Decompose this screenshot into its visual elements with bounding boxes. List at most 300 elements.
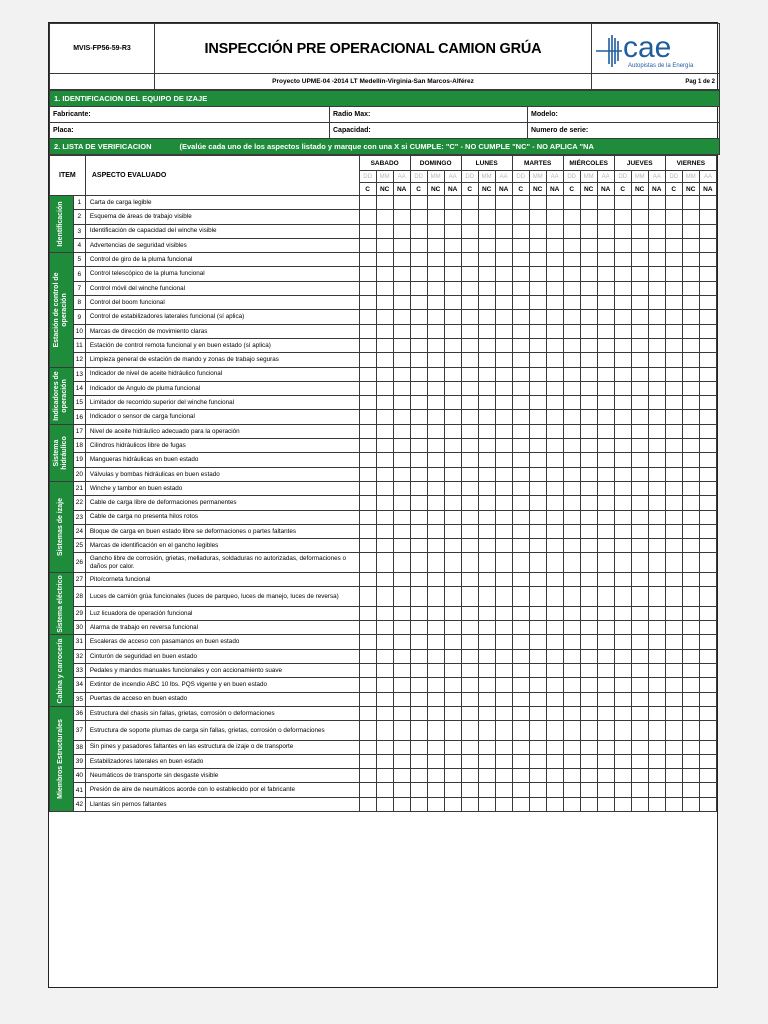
check-cell[interactable]: [444, 496, 461, 510]
check-cell[interactable]: [427, 635, 444, 649]
check-cell[interactable]: [512, 410, 529, 424]
check-cell[interactable]: [648, 706, 665, 720]
check-cell[interactable]: [665, 224, 682, 238]
check-cell[interactable]: [648, 324, 665, 338]
check-cell[interactable]: [444, 267, 461, 281]
check-cell[interactable]: [682, 481, 699, 495]
check-cell[interactable]: [376, 635, 393, 649]
check-cell[interactable]: [648, 338, 665, 352]
check-cell[interactable]: [563, 453, 580, 467]
check-cell[interactable]: [427, 381, 444, 395]
check-cell[interactable]: [699, 524, 716, 538]
check-cell[interactable]: [512, 524, 529, 538]
check-cell[interactable]: [444, 296, 461, 310]
check-cell[interactable]: [512, 338, 529, 352]
check-cell[interactable]: [427, 396, 444, 410]
check-cell[interactable]: [614, 621, 631, 635]
check-cell[interactable]: [495, 635, 512, 649]
check-cell[interactable]: [563, 783, 580, 797]
check-cell[interactable]: [410, 210, 427, 224]
check-cell[interactable]: [546, 692, 563, 706]
check-cell[interactable]: [478, 267, 495, 281]
check-cell[interactable]: [529, 281, 546, 295]
check-cell[interactable]: [580, 410, 597, 424]
check-cell[interactable]: [614, 353, 631, 367]
check-cell[interactable]: [597, 296, 614, 310]
check-cell[interactable]: [682, 224, 699, 238]
check-cell[interactable]: [614, 396, 631, 410]
check-cell[interactable]: [631, 621, 648, 635]
check-cell[interactable]: [393, 524, 410, 538]
date-field[interactable]: MM: [427, 171, 444, 183]
check-cell[interactable]: [410, 496, 427, 510]
check-cell[interactable]: [699, 740, 716, 754]
check-cell[interactable]: [478, 238, 495, 252]
check-cell[interactable]: [461, 353, 478, 367]
check-cell[interactable]: [495, 196, 512, 210]
check-cell[interactable]: [682, 267, 699, 281]
check-cell[interactable]: [427, 797, 444, 811]
check-cell[interactable]: [529, 410, 546, 424]
check-cell[interactable]: [461, 210, 478, 224]
date-field[interactable]: AA: [597, 171, 614, 183]
check-cell[interactable]: [580, 467, 597, 481]
check-cell[interactable]: [461, 692, 478, 706]
check-cell[interactable]: [563, 310, 580, 324]
check-cell[interactable]: [563, 296, 580, 310]
check-cell[interactable]: [461, 572, 478, 586]
check-cell[interactable]: [546, 196, 563, 210]
check-cell[interactable]: [359, 281, 376, 295]
check-cell[interactable]: [665, 692, 682, 706]
check-cell[interactable]: [631, 572, 648, 586]
check-cell[interactable]: [427, 692, 444, 706]
check-cell[interactable]: [597, 769, 614, 783]
check-cell[interactable]: [580, 692, 597, 706]
check-cell[interactable]: [512, 740, 529, 754]
check-cell[interactable]: [461, 754, 478, 768]
check-cell[interactable]: [478, 721, 495, 741]
check-cell[interactable]: [580, 721, 597, 741]
check-cell[interactable]: [512, 281, 529, 295]
serial-number-field[interactable]: Numero de serie:: [528, 123, 720, 139]
check-cell[interactable]: [512, 324, 529, 338]
check-cell[interactable]: [529, 663, 546, 677]
check-cell[interactable]: [359, 606, 376, 620]
check-cell[interactable]: [427, 253, 444, 267]
check-cell[interactable]: [478, 510, 495, 524]
check-cell[interactable]: [376, 621, 393, 635]
check-cell[interactable]: [495, 587, 512, 607]
check-cell[interactable]: [648, 367, 665, 381]
check-cell[interactable]: [359, 439, 376, 453]
check-cell[interactable]: [444, 210, 461, 224]
check-cell[interactable]: [648, 281, 665, 295]
check-cell[interactable]: [699, 281, 716, 295]
check-cell[interactable]: [631, 706, 648, 720]
check-cell[interactable]: [699, 353, 716, 367]
check-cell[interactable]: [495, 606, 512, 620]
check-cell[interactable]: [665, 253, 682, 267]
check-cell[interactable]: [580, 196, 597, 210]
check-cell[interactable]: [359, 338, 376, 352]
check-cell[interactable]: [699, 439, 716, 453]
check-cell[interactable]: [631, 692, 648, 706]
check-cell[interactable]: [461, 649, 478, 663]
check-cell[interactable]: [631, 467, 648, 481]
check-cell[interactable]: [461, 424, 478, 438]
check-cell[interactable]: [665, 410, 682, 424]
check-cell[interactable]: [410, 606, 427, 620]
check-cell[interactable]: [563, 424, 580, 438]
check-cell[interactable]: [410, 196, 427, 210]
check-cell[interactable]: [478, 572, 495, 586]
check-cell[interactable]: [410, 721, 427, 741]
check-cell[interactable]: [529, 353, 546, 367]
check-cell[interactable]: [580, 296, 597, 310]
check-cell[interactable]: [410, 754, 427, 768]
check-cell[interactable]: [546, 324, 563, 338]
check-cell[interactable]: [427, 740, 444, 754]
check-cell[interactable]: [699, 424, 716, 438]
check-cell[interactable]: [359, 678, 376, 692]
check-cell[interactable]: [614, 324, 631, 338]
check-cell[interactable]: [699, 324, 716, 338]
check-cell[interactable]: [461, 635, 478, 649]
check-cell[interactable]: [478, 606, 495, 620]
check-cell[interactable]: [682, 439, 699, 453]
check-cell[interactable]: [359, 453, 376, 467]
check-cell[interactable]: [682, 253, 699, 267]
check-cell[interactable]: [580, 587, 597, 607]
check-cell[interactable]: [699, 769, 716, 783]
check-cell[interactable]: [359, 410, 376, 424]
check-cell[interactable]: [580, 324, 597, 338]
check-cell[interactable]: [563, 797, 580, 811]
check-cell[interactable]: [393, 510, 410, 524]
check-cell[interactable]: [665, 678, 682, 692]
check-cell[interactable]: [512, 238, 529, 252]
check-cell[interactable]: [393, 635, 410, 649]
check-cell[interactable]: [529, 439, 546, 453]
check-cell[interactable]: [563, 524, 580, 538]
check-cell[interactable]: [597, 467, 614, 481]
check-cell[interactable]: [512, 754, 529, 768]
check-cell[interactable]: [444, 381, 461, 395]
check-cell[interactable]: [665, 467, 682, 481]
check-cell[interactable]: [393, 572, 410, 586]
check-cell[interactable]: [546, 754, 563, 768]
check-cell[interactable]: [359, 267, 376, 281]
check-cell[interactable]: [529, 467, 546, 481]
check-cell[interactable]: [682, 210, 699, 224]
check-cell[interactable]: [427, 367, 444, 381]
check-cell[interactable]: [682, 324, 699, 338]
check-cell[interactable]: [631, 324, 648, 338]
check-cell[interactable]: [580, 649, 597, 663]
check-cell[interactable]: [614, 524, 631, 538]
check-cell[interactable]: [665, 367, 682, 381]
check-cell[interactable]: [444, 310, 461, 324]
check-cell[interactable]: [461, 481, 478, 495]
check-cell[interactable]: [665, 238, 682, 252]
check-cell[interactable]: [512, 606, 529, 620]
check-cell[interactable]: [614, 783, 631, 797]
check-cell[interactable]: [682, 196, 699, 210]
check-cell[interactable]: [665, 783, 682, 797]
check-cell[interactable]: [512, 381, 529, 395]
check-cell[interactable]: [580, 238, 597, 252]
date-field[interactable]: DD: [461, 171, 478, 183]
check-cell[interactable]: [665, 296, 682, 310]
check-cell[interactable]: [682, 606, 699, 620]
check-cell[interactable]: [631, 439, 648, 453]
check-cell[interactable]: [495, 424, 512, 438]
check-cell[interactable]: [495, 706, 512, 720]
check-cell[interactable]: [359, 692, 376, 706]
check-cell[interactable]: [410, 769, 427, 783]
check-cell[interactable]: [529, 253, 546, 267]
check-cell[interactable]: [529, 649, 546, 663]
check-cell[interactable]: [427, 281, 444, 295]
check-cell[interactable]: [614, 606, 631, 620]
check-cell[interactable]: [529, 539, 546, 553]
check-cell[interactable]: [648, 481, 665, 495]
check-cell[interactable]: [580, 621, 597, 635]
check-cell[interactable]: [359, 524, 376, 538]
check-cell[interactable]: [699, 649, 716, 663]
check-cell[interactable]: [393, 424, 410, 438]
check-cell[interactable]: [529, 606, 546, 620]
check-cell[interactable]: [444, 754, 461, 768]
date-field[interactable]: MM: [682, 171, 699, 183]
check-cell[interactable]: [529, 424, 546, 438]
check-cell[interactable]: [665, 267, 682, 281]
check-cell[interactable]: [495, 721, 512, 741]
check-cell[interactable]: [359, 224, 376, 238]
check-cell[interactable]: [444, 439, 461, 453]
check-cell[interactable]: [699, 706, 716, 720]
check-cell[interactable]: [461, 678, 478, 692]
check-cell[interactable]: [461, 606, 478, 620]
check-cell[interactable]: [648, 267, 665, 281]
check-cell[interactable]: [665, 424, 682, 438]
check-cell[interactable]: [393, 539, 410, 553]
check-cell[interactable]: [410, 367, 427, 381]
check-cell[interactable]: [410, 524, 427, 538]
check-cell[interactable]: [682, 453, 699, 467]
check-cell[interactable]: [563, 769, 580, 783]
check-cell[interactable]: [461, 783, 478, 797]
check-cell[interactable]: [410, 740, 427, 754]
check-cell[interactable]: [478, 467, 495, 481]
check-cell[interactable]: [563, 553, 580, 573]
check-cell[interactable]: [376, 606, 393, 620]
check-cell[interactable]: [359, 797, 376, 811]
check-cell[interactable]: [376, 367, 393, 381]
check-cell[interactable]: [665, 338, 682, 352]
check-cell[interactable]: [495, 572, 512, 586]
check-cell[interactable]: [580, 510, 597, 524]
check-cell[interactable]: [614, 769, 631, 783]
check-cell[interactable]: [376, 572, 393, 586]
check-cell[interactable]: [427, 621, 444, 635]
check-cell[interactable]: [410, 296, 427, 310]
check-cell[interactable]: [393, 678, 410, 692]
check-cell[interactable]: [614, 424, 631, 438]
check-cell[interactable]: [699, 539, 716, 553]
check-cell[interactable]: [393, 324, 410, 338]
check-cell[interactable]: [682, 572, 699, 586]
check-cell[interactable]: [427, 296, 444, 310]
check-cell[interactable]: [427, 769, 444, 783]
check-cell[interactable]: [512, 467, 529, 481]
check-cell[interactable]: [444, 410, 461, 424]
check-cell[interactable]: [597, 253, 614, 267]
check-cell[interactable]: [614, 253, 631, 267]
check-cell[interactable]: [444, 721, 461, 741]
check-cell[interactable]: [461, 539, 478, 553]
check-cell[interactable]: [563, 210, 580, 224]
check-cell[interactable]: [665, 706, 682, 720]
check-cell[interactable]: [444, 692, 461, 706]
check-cell[interactable]: [682, 510, 699, 524]
check-cell[interactable]: [682, 381, 699, 395]
check-cell[interactable]: [512, 353, 529, 367]
check-cell[interactable]: [444, 353, 461, 367]
check-cell[interactable]: [444, 553, 461, 573]
check-cell[interactable]: [699, 496, 716, 510]
check-cell[interactable]: [648, 721, 665, 741]
check-cell[interactable]: [359, 721, 376, 741]
check-cell[interactable]: [597, 324, 614, 338]
check-cell[interactable]: [580, 338, 597, 352]
check-cell[interactable]: [495, 663, 512, 677]
check-cell[interactable]: [648, 196, 665, 210]
check-cell[interactable]: [563, 539, 580, 553]
check-cell[interactable]: [410, 424, 427, 438]
check-cell[interactable]: [614, 553, 631, 573]
check-cell[interactable]: [495, 238, 512, 252]
check-cell[interactable]: [546, 524, 563, 538]
check-cell[interactable]: [376, 381, 393, 395]
check-cell[interactable]: [614, 224, 631, 238]
check-cell[interactable]: [393, 281, 410, 295]
check-cell[interactable]: [614, 797, 631, 811]
check-cell[interactable]: [512, 267, 529, 281]
check-cell[interactable]: [682, 721, 699, 741]
check-cell[interactable]: [631, 524, 648, 538]
check-cell[interactable]: [648, 649, 665, 663]
check-cell[interactable]: [563, 606, 580, 620]
check-cell[interactable]: [529, 338, 546, 352]
check-cell[interactable]: [699, 467, 716, 481]
check-cell[interactable]: [665, 496, 682, 510]
check-cell[interactable]: [682, 410, 699, 424]
check-cell[interactable]: [427, 606, 444, 620]
check-cell[interactable]: [563, 324, 580, 338]
check-cell[interactable]: [478, 663, 495, 677]
check-cell[interactable]: [563, 367, 580, 381]
check-cell[interactable]: [563, 510, 580, 524]
check-cell[interactable]: [512, 424, 529, 438]
check-cell[interactable]: [444, 367, 461, 381]
check-cell[interactable]: [478, 481, 495, 495]
check-cell[interactable]: [512, 210, 529, 224]
check-cell[interactable]: [682, 296, 699, 310]
check-cell[interactable]: [376, 253, 393, 267]
check-cell[interactable]: [393, 783, 410, 797]
check-cell[interactable]: [410, 453, 427, 467]
check-cell[interactable]: [580, 210, 597, 224]
check-cell[interactable]: [597, 678, 614, 692]
check-cell[interactable]: [597, 649, 614, 663]
check-cell[interactable]: [546, 424, 563, 438]
check-cell[interactable]: [495, 296, 512, 310]
check-cell[interactable]: [682, 281, 699, 295]
check-cell[interactable]: [580, 253, 597, 267]
check-cell[interactable]: [478, 706, 495, 720]
check-cell[interactable]: [546, 678, 563, 692]
check-cell[interactable]: [359, 238, 376, 252]
check-cell[interactable]: [580, 453, 597, 467]
check-cell[interactable]: [427, 721, 444, 741]
check-cell[interactable]: [461, 196, 478, 210]
check-cell[interactable]: [546, 539, 563, 553]
check-cell[interactable]: [410, 467, 427, 481]
check-cell[interactable]: [648, 310, 665, 324]
date-field[interactable]: DD: [410, 171, 427, 183]
check-cell[interactable]: [699, 663, 716, 677]
check-cell[interactable]: [529, 706, 546, 720]
check-cell[interactable]: [495, 553, 512, 573]
check-cell[interactable]: [682, 353, 699, 367]
check-cell[interactable]: [478, 324, 495, 338]
check-cell[interactable]: [512, 572, 529, 586]
check-cell[interactable]: [699, 267, 716, 281]
check-cell[interactable]: [546, 706, 563, 720]
check-cell[interactable]: [699, 196, 716, 210]
check-cell[interactable]: [648, 572, 665, 586]
check-cell[interactable]: [648, 635, 665, 649]
check-cell[interactable]: [478, 381, 495, 395]
check-cell[interactable]: [665, 396, 682, 410]
check-cell[interactable]: [699, 310, 716, 324]
check-cell[interactable]: [495, 678, 512, 692]
check-cell[interactable]: [682, 649, 699, 663]
check-cell[interactable]: [427, 453, 444, 467]
check-cell[interactable]: [495, 769, 512, 783]
check-cell[interactable]: [461, 367, 478, 381]
check-cell[interactable]: [495, 539, 512, 553]
check-cell[interactable]: [614, 481, 631, 495]
check-cell[interactable]: [699, 721, 716, 741]
check-cell[interactable]: [478, 783, 495, 797]
check-cell[interactable]: [580, 606, 597, 620]
check-cell[interactable]: [410, 381, 427, 395]
check-cell[interactable]: [546, 253, 563, 267]
check-cell[interactable]: [478, 553, 495, 573]
check-cell[interactable]: [512, 196, 529, 210]
check-cell[interactable]: [699, 553, 716, 573]
check-cell[interactable]: [665, 310, 682, 324]
check-cell[interactable]: [461, 338, 478, 352]
check-cell[interactable]: [665, 606, 682, 620]
check-cell[interactable]: [376, 706, 393, 720]
check-cell[interactable]: [410, 572, 427, 586]
check-cell[interactable]: [478, 253, 495, 267]
check-cell[interactable]: [699, 381, 716, 395]
